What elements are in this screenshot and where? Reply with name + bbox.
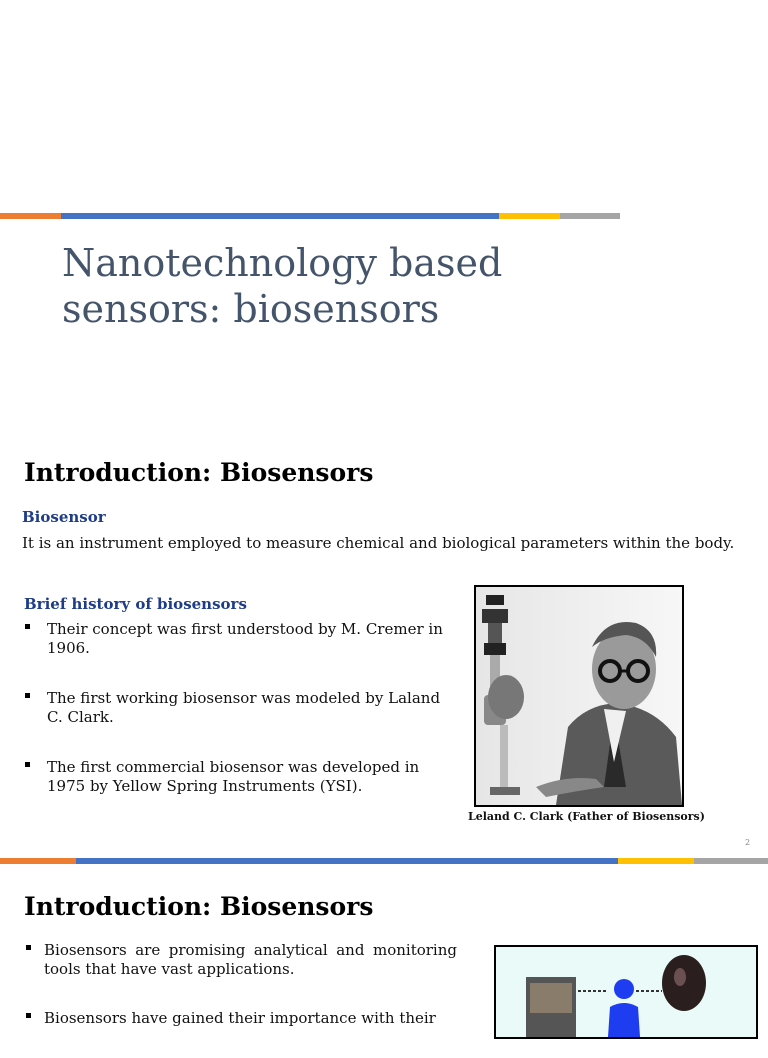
intro-list bbox=[44, 941, 457, 1058]
bullet-square-icon bbox=[26, 945, 31, 950]
biosensor-diagram bbox=[494, 945, 758, 1039]
slide-title bbox=[62, 240, 662, 332]
accent-bar-yellow bbox=[618, 858, 694, 864]
section-title: Introduction: Biosensors bbox=[24, 458, 374, 487]
list-item: Their concept was first understood by M. Cremer in 1906. bbox=[47, 620, 447, 658]
section-title: Introduction: Biosensors bbox=[24, 892, 374, 921]
bullet-square-icon bbox=[25, 693, 30, 698]
portrait-illustration bbox=[476, 587, 682, 805]
slide-title-line-2: sensors: biosensors bbox=[62, 287, 440, 331]
accent-bar-blue bbox=[61, 213, 499, 219]
list-item: Biosensors are promising analytical and monitoring tools that have vast applications. bbox=[44, 941, 457, 979]
accent-bar-orange bbox=[0, 213, 61, 219]
history-list bbox=[47, 620, 447, 827]
list-item: The first commercial biosensor was developed in 1975 by Yellow Spring Instruments (YSI). bbox=[47, 758, 447, 796]
accent-bar-gray bbox=[694, 858, 768, 864]
bullet-square-icon bbox=[25, 762, 30, 767]
page-number: 2 bbox=[745, 838, 751, 847]
accent-bar-gray bbox=[560, 213, 620, 219]
accent-bar-orange bbox=[0, 858, 76, 864]
accent-bar-yellow bbox=[499, 213, 560, 219]
accent-bar-blue bbox=[76, 858, 618, 864]
portrait-photo bbox=[474, 585, 684, 807]
definition-heading: Biosensor bbox=[22, 508, 106, 526]
list-item: The first working biosensor was modeled by Laland C. Clark. bbox=[47, 689, 447, 727]
photo-caption: Leland C. Clark (Father of Biosensors) bbox=[468, 810, 705, 823]
history-heading: Brief history of biosensors bbox=[24, 595, 247, 613]
definition-text: It is an instrument employed to measure chemical and biological parameters within the body. bbox=[22, 534, 735, 552]
bullet-square-icon bbox=[25, 624, 30, 629]
list-item: Biosensors have gained their importance with their bbox=[44, 1009, 457, 1028]
bullet-square-icon bbox=[26, 1013, 31, 1018]
slide-title-line-1: Nanotechnology based bbox=[62, 241, 503, 285]
